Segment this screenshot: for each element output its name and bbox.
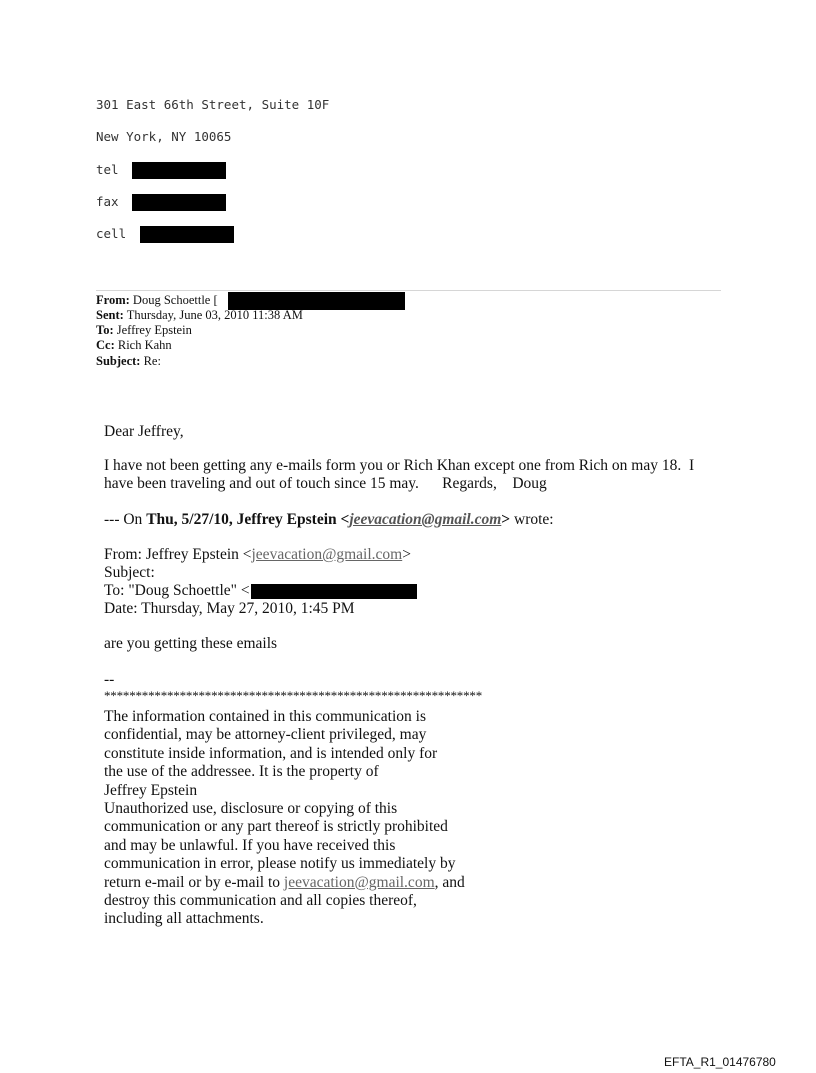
document-id: EFTA_R1_01476780	[664, 1055, 776, 1069]
disclaimer-line: Jeffrey Epstein	[104, 781, 198, 799]
disclaimer-line: Unauthorized use, disclosure or copying of this	[104, 800, 398, 818]
disclaimer-block	[104, 708, 465, 929]
to-value: Jeffrey Epstein	[116, 323, 192, 337]
from-value: Doug Schoettle [	[132, 293, 218, 307]
signature-tel	[96, 162, 226, 179]
header-divider	[96, 290, 721, 291]
signature-address-line1: 301 East 66th Street, Suite 10F	[96, 97, 330, 112]
disclaimer-line: confidential, may be attorney-client privileged, may	[104, 726, 427, 744]
disclaimer-line: and may be unlawful. If you have received this	[104, 836, 396, 854]
disclaimer-email-link[interactable]: jeevacation@gmail.com	[283, 873, 435, 891]
reply-greeting: Dear Jeffrey,	[104, 423, 184, 440]
disclaimer-return-prefix: return e-mail or by e-mail to	[104, 873, 284, 891]
sent-label: Sent:	[96, 308, 124, 322]
disclaimer-line: communication in error, please notify us immediately by	[104, 855, 456, 873]
disclaimer-line: the use of the addressee. It is the property of	[104, 763, 379, 781]
disclaimer-line: destroy this communication and all copies thereof,	[104, 892, 417, 910]
disclaimer-line: communication or any part thereof is strictly prohibited	[104, 818, 448, 836]
quoted-from-email-link[interactable]: jeevacation@gmail.com	[251, 546, 403, 563]
quote-intro-suffix: wrote:	[510, 511, 554, 528]
cc-value: Rich Kahn	[117, 338, 172, 352]
redaction-box	[132, 162, 226, 179]
header-to	[96, 323, 192, 339]
quoted-date: Date: Thursday, May 27, 2010, 1:45 PM	[104, 600, 355, 617]
signature-cell	[96, 226, 234, 243]
subject-value: Re:	[143, 354, 161, 368]
redaction-box	[132, 194, 226, 211]
disclaimer-return-suffix: , and	[434, 873, 465, 891]
quoted-from	[104, 546, 411, 564]
header-from	[96, 293, 218, 309]
disclaimer-line: The information contained in this communication is	[104, 708, 426, 725]
signature-dashes: --	[104, 671, 115, 688]
disclaimer-line: including all attachments.	[104, 910, 264, 928]
quoted-to	[104, 582, 417, 600]
header-subject	[96, 354, 161, 370]
from-label: From:	[96, 293, 130, 307]
to-label: To:	[96, 323, 114, 337]
fax-label: fax	[96, 194, 119, 209]
subject-label: Subject:	[96, 354, 141, 368]
disclaimer-line: constitute inside information, and is intended only for	[104, 744, 438, 762]
quoted-from-close: >	[402, 546, 411, 563]
reply-line-2: have been traveling and out of touch since 15 may. Regards, Doug	[104, 475, 547, 492]
quoted-message: are you getting these emails	[104, 635, 278, 652]
tel-label: tel	[96, 162, 119, 177]
quote-intro-email-link[interactable]: jeevacation@gmail.com	[349, 511, 502, 528]
quoted-to-prefix: To: "Doug Schoettle" <	[104, 582, 250, 599]
signature-fax	[96, 194, 226, 211]
cc-label: Cc:	[96, 338, 115, 352]
disclaimer-return-line	[104, 874, 465, 892]
sent-value: Thursday, June 03, 2010 11:38 AM	[126, 308, 303, 322]
cell-label: cell	[96, 226, 127, 241]
quote-intro	[104, 511, 554, 529]
quote-intro-close: >	[501, 511, 511, 528]
header-sent	[96, 308, 303, 324]
header-cc	[96, 338, 172, 354]
disclaimer-stars: ************************************************************	[104, 688, 483, 703]
reply-line-1: I have not been getting any e-mails form you or Rich Khan except one from Rich on may 18. I	[104, 457, 695, 474]
quoted-from-prefix: From: Jeffrey Epstein <	[104, 546, 252, 563]
quote-intro-prefix: --- On	[104, 511, 147, 528]
signature-address-line2: New York, NY 10065	[96, 129, 232, 144]
quoted-subject: Subject:	[104, 564, 155, 581]
redaction-box	[140, 226, 234, 243]
redaction-box	[251, 584, 417, 599]
quote-intro-sender: Thu, 5/27/10, Jeffrey Epstein <	[146, 511, 350, 528]
